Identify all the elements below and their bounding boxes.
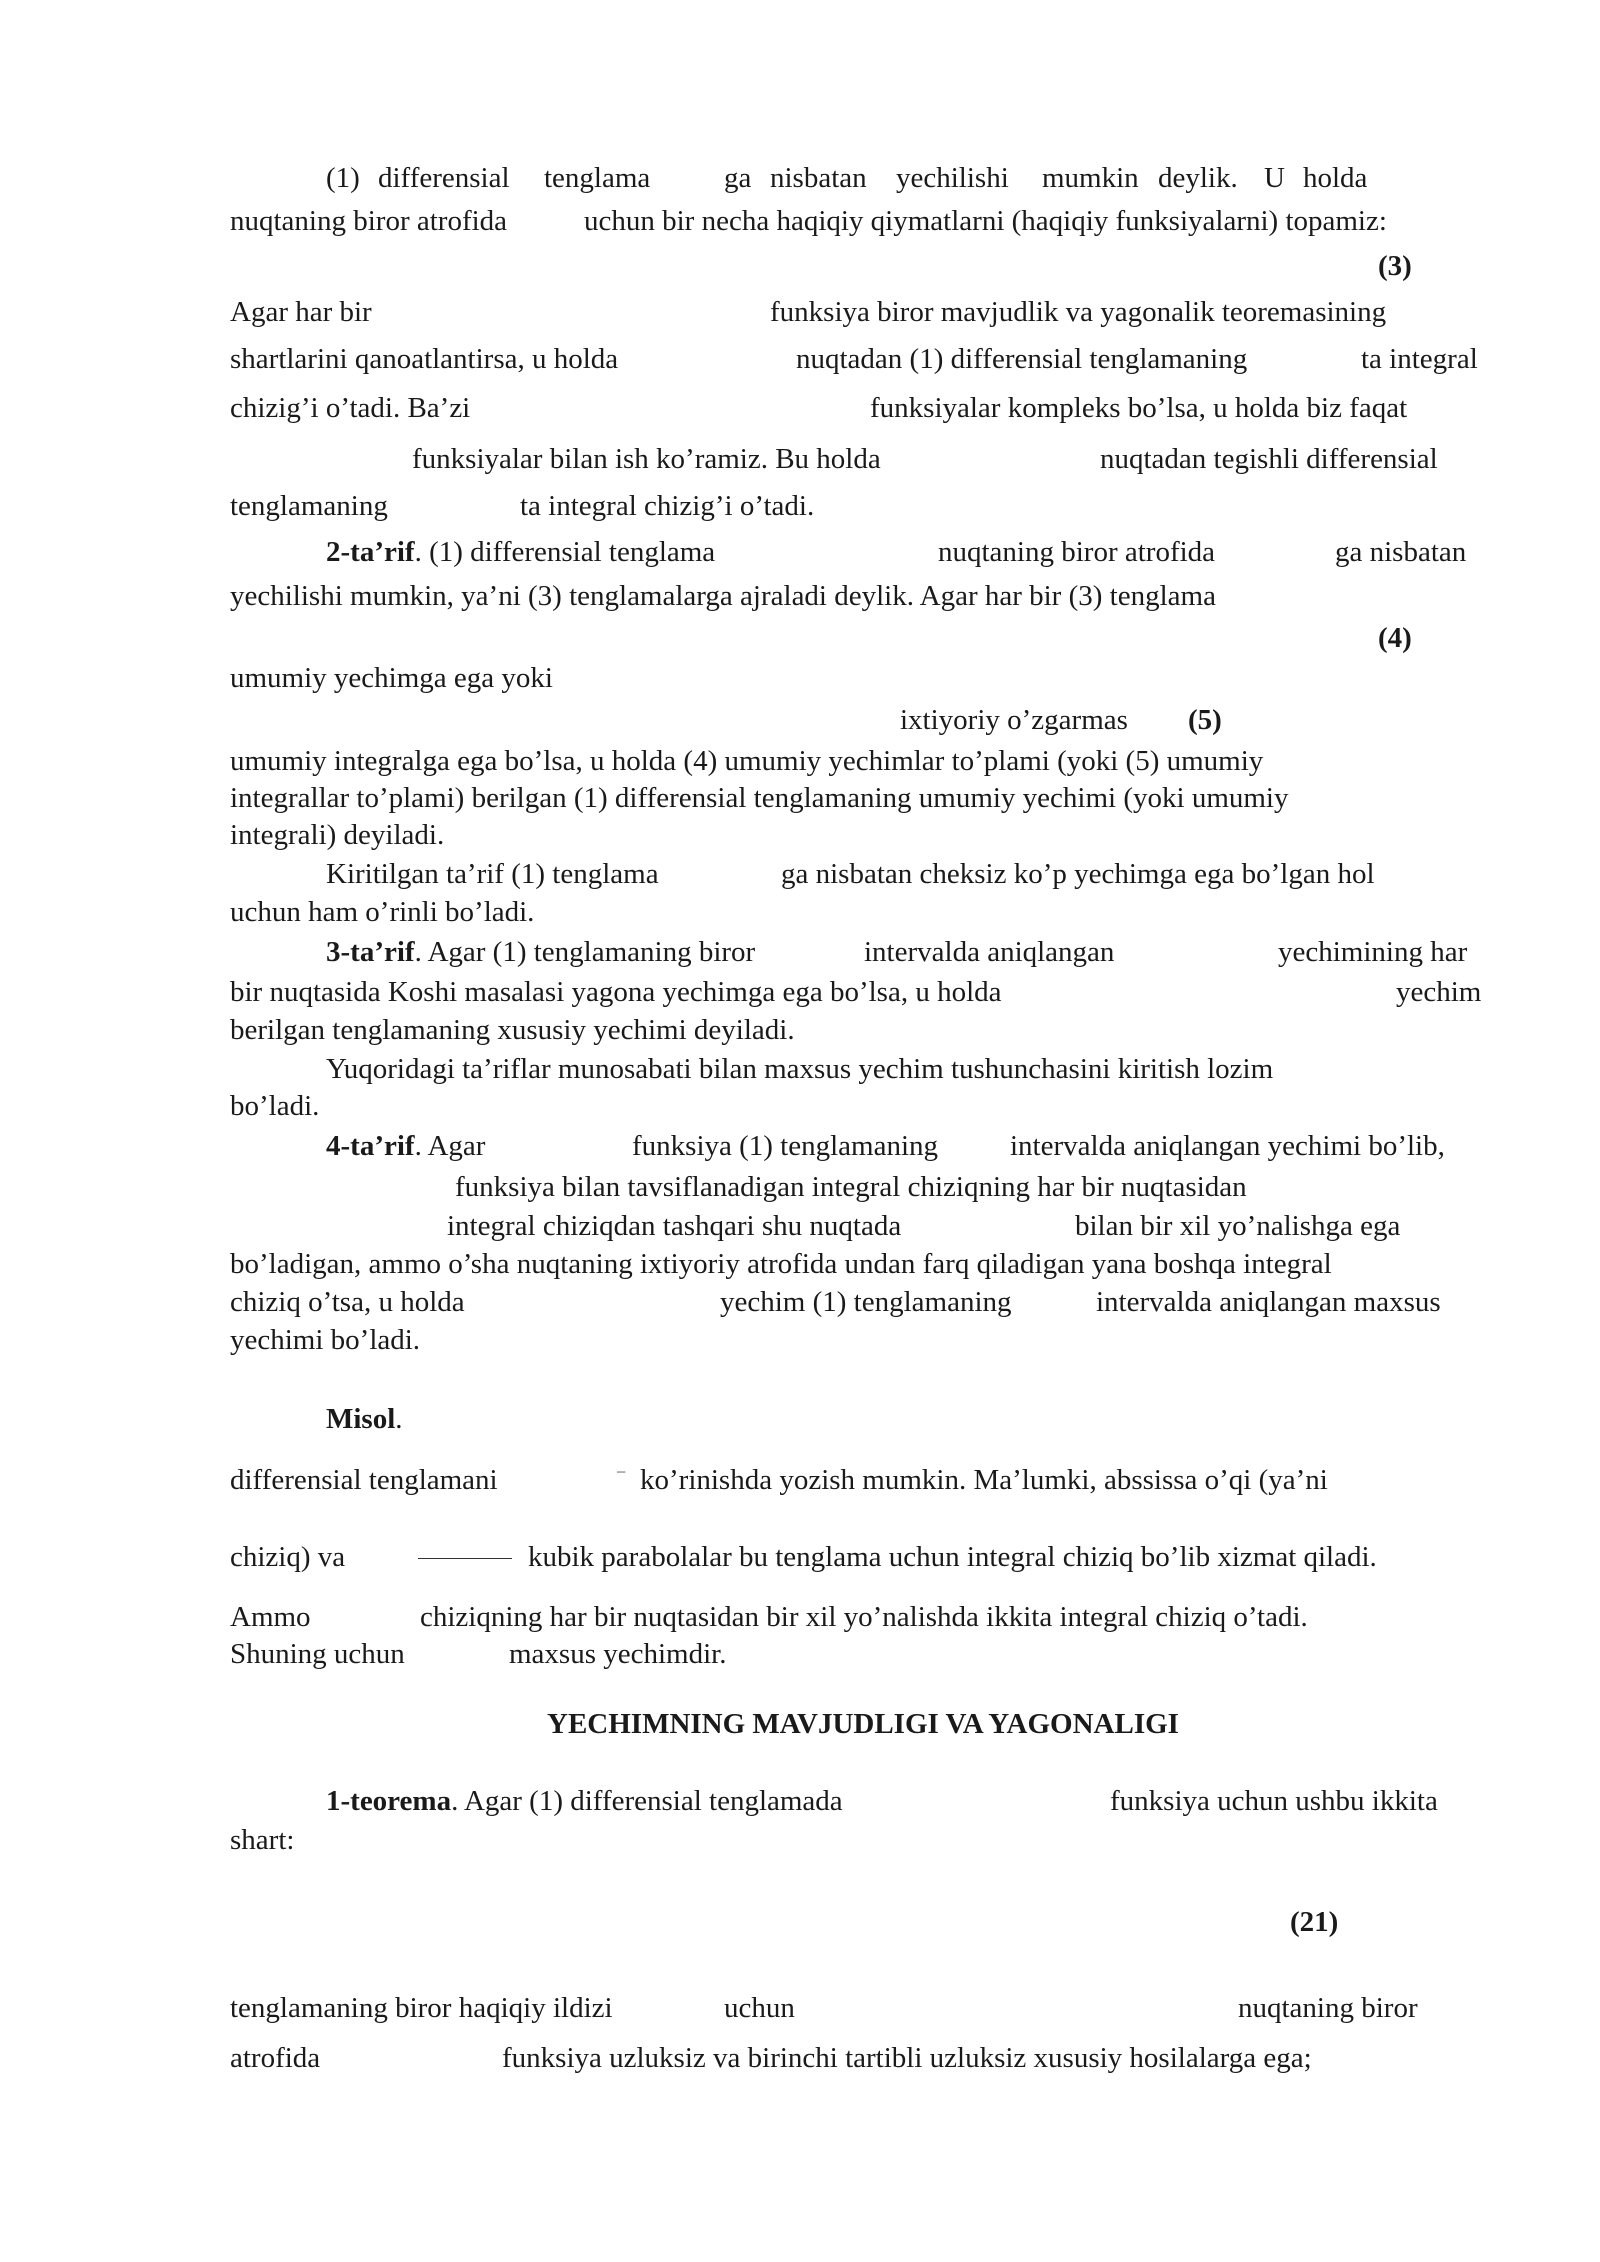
text-fragment: funksiya (1) tenglamaning — [632, 1130, 939, 1162]
equation-number: (4) — [1378, 622, 1412, 654]
theorem-heading — [326, 1783, 843, 1820]
definition-label: 3-ta’rif — [326, 936, 415, 968]
text-fragment: . Agar (1) tenglamaning biror — [414, 936, 756, 968]
text-fragment: nuqtaning biror atrofida — [230, 205, 508, 237]
equation-number: (5) — [1188, 704, 1222, 736]
text-fragment: nuqtadan (1) differensial tenglamaning — [796, 343, 1248, 375]
text-fragment: umumiy integralga ega bo’lsa, u holda (4) umumiy yechimlar to’plami (yoki (5) umumiy — [230, 745, 1264, 777]
text-fragment: tenglamaning — [230, 490, 388, 522]
definition-heading — [326, 934, 755, 971]
text-fragment: funksiya bilan tavsiflanadigan integral chiziqning har bir nuqtasidan — [455, 1171, 1247, 1203]
text-fragment: uchun ham o’rinli bo’ladi. — [230, 896, 535, 928]
text-fragment: yechim — [1396, 976, 1482, 1008]
text-fragment: Kiritilgan ta’rif (1) tenglama — [326, 858, 659, 890]
text-fragment: . Agar — [414, 1130, 486, 1162]
text-fragment: integrallar to’plami) berilgan (1) differensial tenglamaning umumiy yechimi (yoki umumiy — [230, 782, 1289, 814]
text-fragment: integral chiziqdan tashqari shu nuqtada — [447, 1210, 902, 1242]
text-fragment: kubik parabolalar bu tenglama uchun integral chiziq bo’lib xizmat qiladi. — [528, 1541, 1377, 1573]
text-fragment: Agar har bir — [230, 296, 372, 328]
text-fragment: ixtiyoriy o’zgarmas — [900, 704, 1128, 736]
text-fragment: ga nisbatan — [1335, 536, 1467, 568]
definition-label: 4-ta’rif — [326, 1130, 415, 1162]
text-fragment: yechimining har — [1278, 936, 1468, 968]
text-fragment: nuqtaning biror — [1238, 1992, 1418, 2024]
text-fragment: shartlarini qanoatlantirsa, u holda — [230, 343, 619, 375]
text-fragment: yechim (1) tenglamaning — [720, 1286, 1012, 1318]
text-fragment: tenglama — [544, 162, 651, 194]
theorem-label: 1-teorema — [326, 1785, 452, 1817]
text-fragment: Yuqoridagi ta’riflar munosabati bilan maxsus yechim tushunchasini kiritish lozim — [326, 1053, 1274, 1085]
example-label: Misol — [326, 1403, 396, 1435]
text-fragment: berilgan tenglamaning xususiy yechimi deyiladi. — [230, 1014, 795, 1046]
definition-heading — [326, 1128, 485, 1165]
text-fragment: bir nuqtasida Koshi masalasi yagona yechimga ega bo’lsa, u holda — [230, 976, 1002, 1008]
text-fragment: uchun — [724, 1992, 795, 2024]
text-fragment: uchun bir necha haqiqiy qiymatlarni (haqiqiy funksiyalarni) topamiz: — [584, 205, 1387, 237]
text-fragment: ta integral chizig’i o’tadi. — [520, 490, 815, 522]
text-fragment: yechilishi mumkin, ya’ni (3) tenglamalarga ajraladi deylik. Agar har bir (3) tenglama — [230, 580, 1216, 612]
text-fragment: holda — [1303, 162, 1368, 194]
text-fragment: integrali) deyiladi. — [230, 819, 445, 851]
text-fragment: Shuning uchun — [230, 1638, 405, 1670]
example-heading — [326, 1401, 403, 1438]
text-fragment: bo’ladigan, ammo o’sha nuqtaning ixtiyoriy atrofida undan farq qiladigan yana boshqa integral — [230, 1248, 1332, 1280]
text-fragment: chiziq) va — [230, 1541, 346, 1573]
text-fragment: bo’ladi. — [230, 1090, 320, 1122]
definition-heading — [326, 534, 715, 571]
definition-label: 2-ta’rif — [326, 536, 415, 568]
text-fragment: nuqtadan tegishli differensial — [1100, 443, 1438, 475]
text-fragment: differensial — [378, 162, 510, 194]
text-fragment: ga — [724, 162, 752, 194]
text-fragment: (1) — [326, 162, 360, 194]
text-fragment: intervalda aniqlangan — [864, 936, 1115, 968]
text-fragment: deylik. — [1158, 162, 1238, 194]
text-fragment: intervalda aniqlangan maxsus — [1096, 1286, 1441, 1318]
equation-number: (3) — [1378, 250, 1412, 282]
text-fragment: ga nisbatan cheksiz ko’p yechimga ega bo’lgan hol — [781, 858, 1375, 890]
text-fragment: differensial tenglamani — [230, 1464, 498, 1496]
text-fragment: U — [1264, 162, 1285, 194]
text-fragment: ko’rinishda yozish mumkin. Ma’lumki, abssissa o’qi (ya’ni — [640, 1464, 1328, 1496]
text-fragment: ta integral — [1361, 343, 1478, 375]
section-heading: YECHIMNING MAVJUDLIGI VA YAGONALIGI — [547, 1708, 1179, 1740]
text-fragment: funksiyalar kompleks bo’lsa, u holda biz faqat — [870, 392, 1408, 424]
text-fragment: chiziq o’tsa, u holda — [230, 1286, 465, 1318]
text-fragment: umumiy yechimga ega yoki — [230, 662, 553, 694]
text-fragment: funksiya uchun ushbu ikkita — [1110, 1785, 1438, 1817]
minus-sign: − — [616, 1462, 627, 1482]
text-fragment: yechimi bo’ladi. — [230, 1324, 421, 1356]
text-fragment: atrofida — [230, 2042, 321, 2074]
text-fragment: funksiya biror mavjudlik va yagonalik teoremasining — [770, 296, 1387, 328]
text-fragment: . — [395, 1403, 403, 1435]
text-fragment: intervalda aniqlangan yechimi bo’lib, — [1010, 1130, 1445, 1162]
text-fragment: funksiyalar bilan ish ko’ramiz. Bu holda — [412, 443, 881, 475]
text-fragment: mumkin — [1042, 162, 1139, 194]
text-fragment: nisbatan — [770, 162, 867, 194]
text-fragment: Ammo — [230, 1601, 311, 1633]
text-fragment: yechilishi — [896, 162, 1009, 194]
text-fragment: chizig’i o’tadi. Ba’zi — [230, 392, 471, 424]
fraction-bar — [418, 1558, 512, 1559]
text-fragment: shart: — [230, 1824, 295, 1856]
text-fragment: tenglamaning biror haqiqiy ildizi — [230, 1992, 613, 2024]
equation-number: (21) — [1290, 1906, 1339, 1938]
text-fragment: . (1) differensial tenglama — [414, 536, 716, 568]
text-fragment: nuqtaning biror atrofida — [938, 536, 1216, 568]
text-fragment: . Agar (1) differensial tenglamada — [451, 1785, 843, 1817]
text-fragment: maxsus yechimdir. — [509, 1638, 727, 1670]
text-fragment: chiziqning har bir nuqtasidan bir xil yo’nalishda ikkita integral chiziq o’tadi. — [420, 1601, 1308, 1633]
text-fragment: bilan bir xil yo’nalishga ega — [1075, 1210, 1401, 1242]
text-fragment: funksiya uzluksiz va birinchi tartibli uzluksiz xususiy hosilalarga ega; — [502, 2042, 1312, 2074]
